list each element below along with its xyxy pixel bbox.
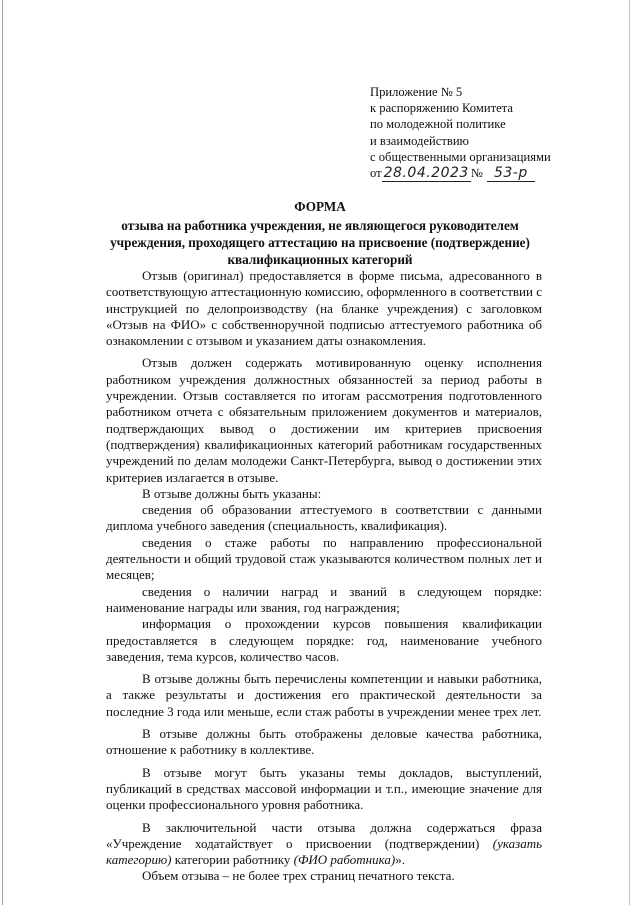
decree-date-number-line	[370, 165, 550, 182]
paragraph-competencies: В отзыве должны быть перечислены компетенции и навыки работника, а также результаты и достижения его практической деятельности за последние 3 года или меньше, если стаж работы в учреждении менее трех лет.	[106, 671, 542, 719]
paragraph-experience: сведения о стаже работы по направлению профессиональной деятельности и общий трудовой стаж указываются количеством полных лет и месяцев;	[106, 534, 542, 583]
from-prefix: от	[370, 166, 382, 181]
conclusion-category-placeholder: (указать категорию)	[106, 835, 542, 868]
paragraph-business-qualities: В отзыве должны быть отображены деловые качества работника, отношение к работнику в коллективе.	[106, 726, 542, 758]
paragraph-conclusion	[106, 820, 542, 869]
number-sign: №	[470, 166, 483, 181]
form-subtitle-line: отзыва на работника учреждения, не являющегося руководителем	[121, 218, 519, 233]
handwritten-date: 28.04.2023	[383, 165, 469, 182]
conclusion-text: категории работнику	[171, 852, 294, 868]
paragraph-volume: Объем отзыва – не более трех страниц печатного текста.	[142, 868, 455, 884]
appendix-line: по молодежной политике	[370, 117, 506, 132]
paragraph-publications: В отзыве могут быть указаны темы докладов, выступлений, публикаций в средствах массовой информации и т.п., имеющие значение для оценки профессионального уровня работника.	[106, 764, 542, 813]
form-subtitle-line: квалификационных категорий	[227, 252, 413, 267]
document-body	[106, 268, 542, 885]
paragraph-original-format: Отзыв (оригинал) предоставляется в форме письма, адресованного в соответствующую аттестационную комиссию, оформленного в соответствии с инструкцией по делопроизводству (на бланке учреждения) с заголовком «Отзыв на ФИО» с собственноручной подписью аттестуемого работника об ознакомлении с отзывом и указанием даты ознакомления.	[106, 268, 542, 349]
paragraph-education: сведения об образовании аттестуемого в соответствии с данными диплома учебного заведения (специальность, квалификация).	[106, 502, 542, 534]
form-title: ФОРМА	[294, 199, 346, 214]
paragraph-awards: сведения о наличии наград и званий в следующем порядке: наименование награды или звания, год награждения;	[106, 583, 542, 615]
form-title-block	[100, 198, 540, 268]
appendix-line: Приложение № 5	[370, 85, 463, 99]
conclusion-text: ».	[395, 852, 405, 868]
appendix-line: с общественными организациями	[370, 149, 551, 164]
scan-edge-right	[629, 0, 630, 905]
paragraph-content-requirements: Отзыв должен содержать мотивированную оценку исполнения работником учреждения должностных обязанностей за период работы в учреждении. Отзыв составляется по итогам рассмотрения подготовленного работником отчета с обязательным приложением документов и материалов, подтверждающих вывод о достижении им критериев присвоения (подтверждения) квалификационных категорий работникам государственных учреждений по делам молодежи Санкт-Петербурга, вывод о достижении этих критериев излагается в отзыве.	[106, 355, 542, 485]
appendix-header	[370, 84, 550, 182]
handwritten-number: 53-р	[487, 165, 535, 182]
paragraph-must-include: В отзыве должны быть указаны:	[142, 485, 322, 501]
form-subtitle-line: учреждения, проходящего аттестацию на присвоение (подтверждение)	[110, 235, 530, 250]
scan-edge-left	[2, 0, 3, 905]
paragraph-courses: информация о прохождении курсов повышения квалификации предоставляется в следующем порядке: год, наименование учебного заведения, тема курсов, количество часов.	[106, 616, 542, 664]
conclusion-text: В заключительной части отзыва должна содержаться фраза «Учреждение ходатайствует о присвоении (подтверждении)	[106, 819, 542, 851]
conclusion-name-placeholder: (ФИО работника)	[293, 852, 396, 868]
appendix-line: к распоряжению Комитета	[370, 101, 513, 116]
appendix-line: и взаимодействию	[370, 133, 469, 148]
